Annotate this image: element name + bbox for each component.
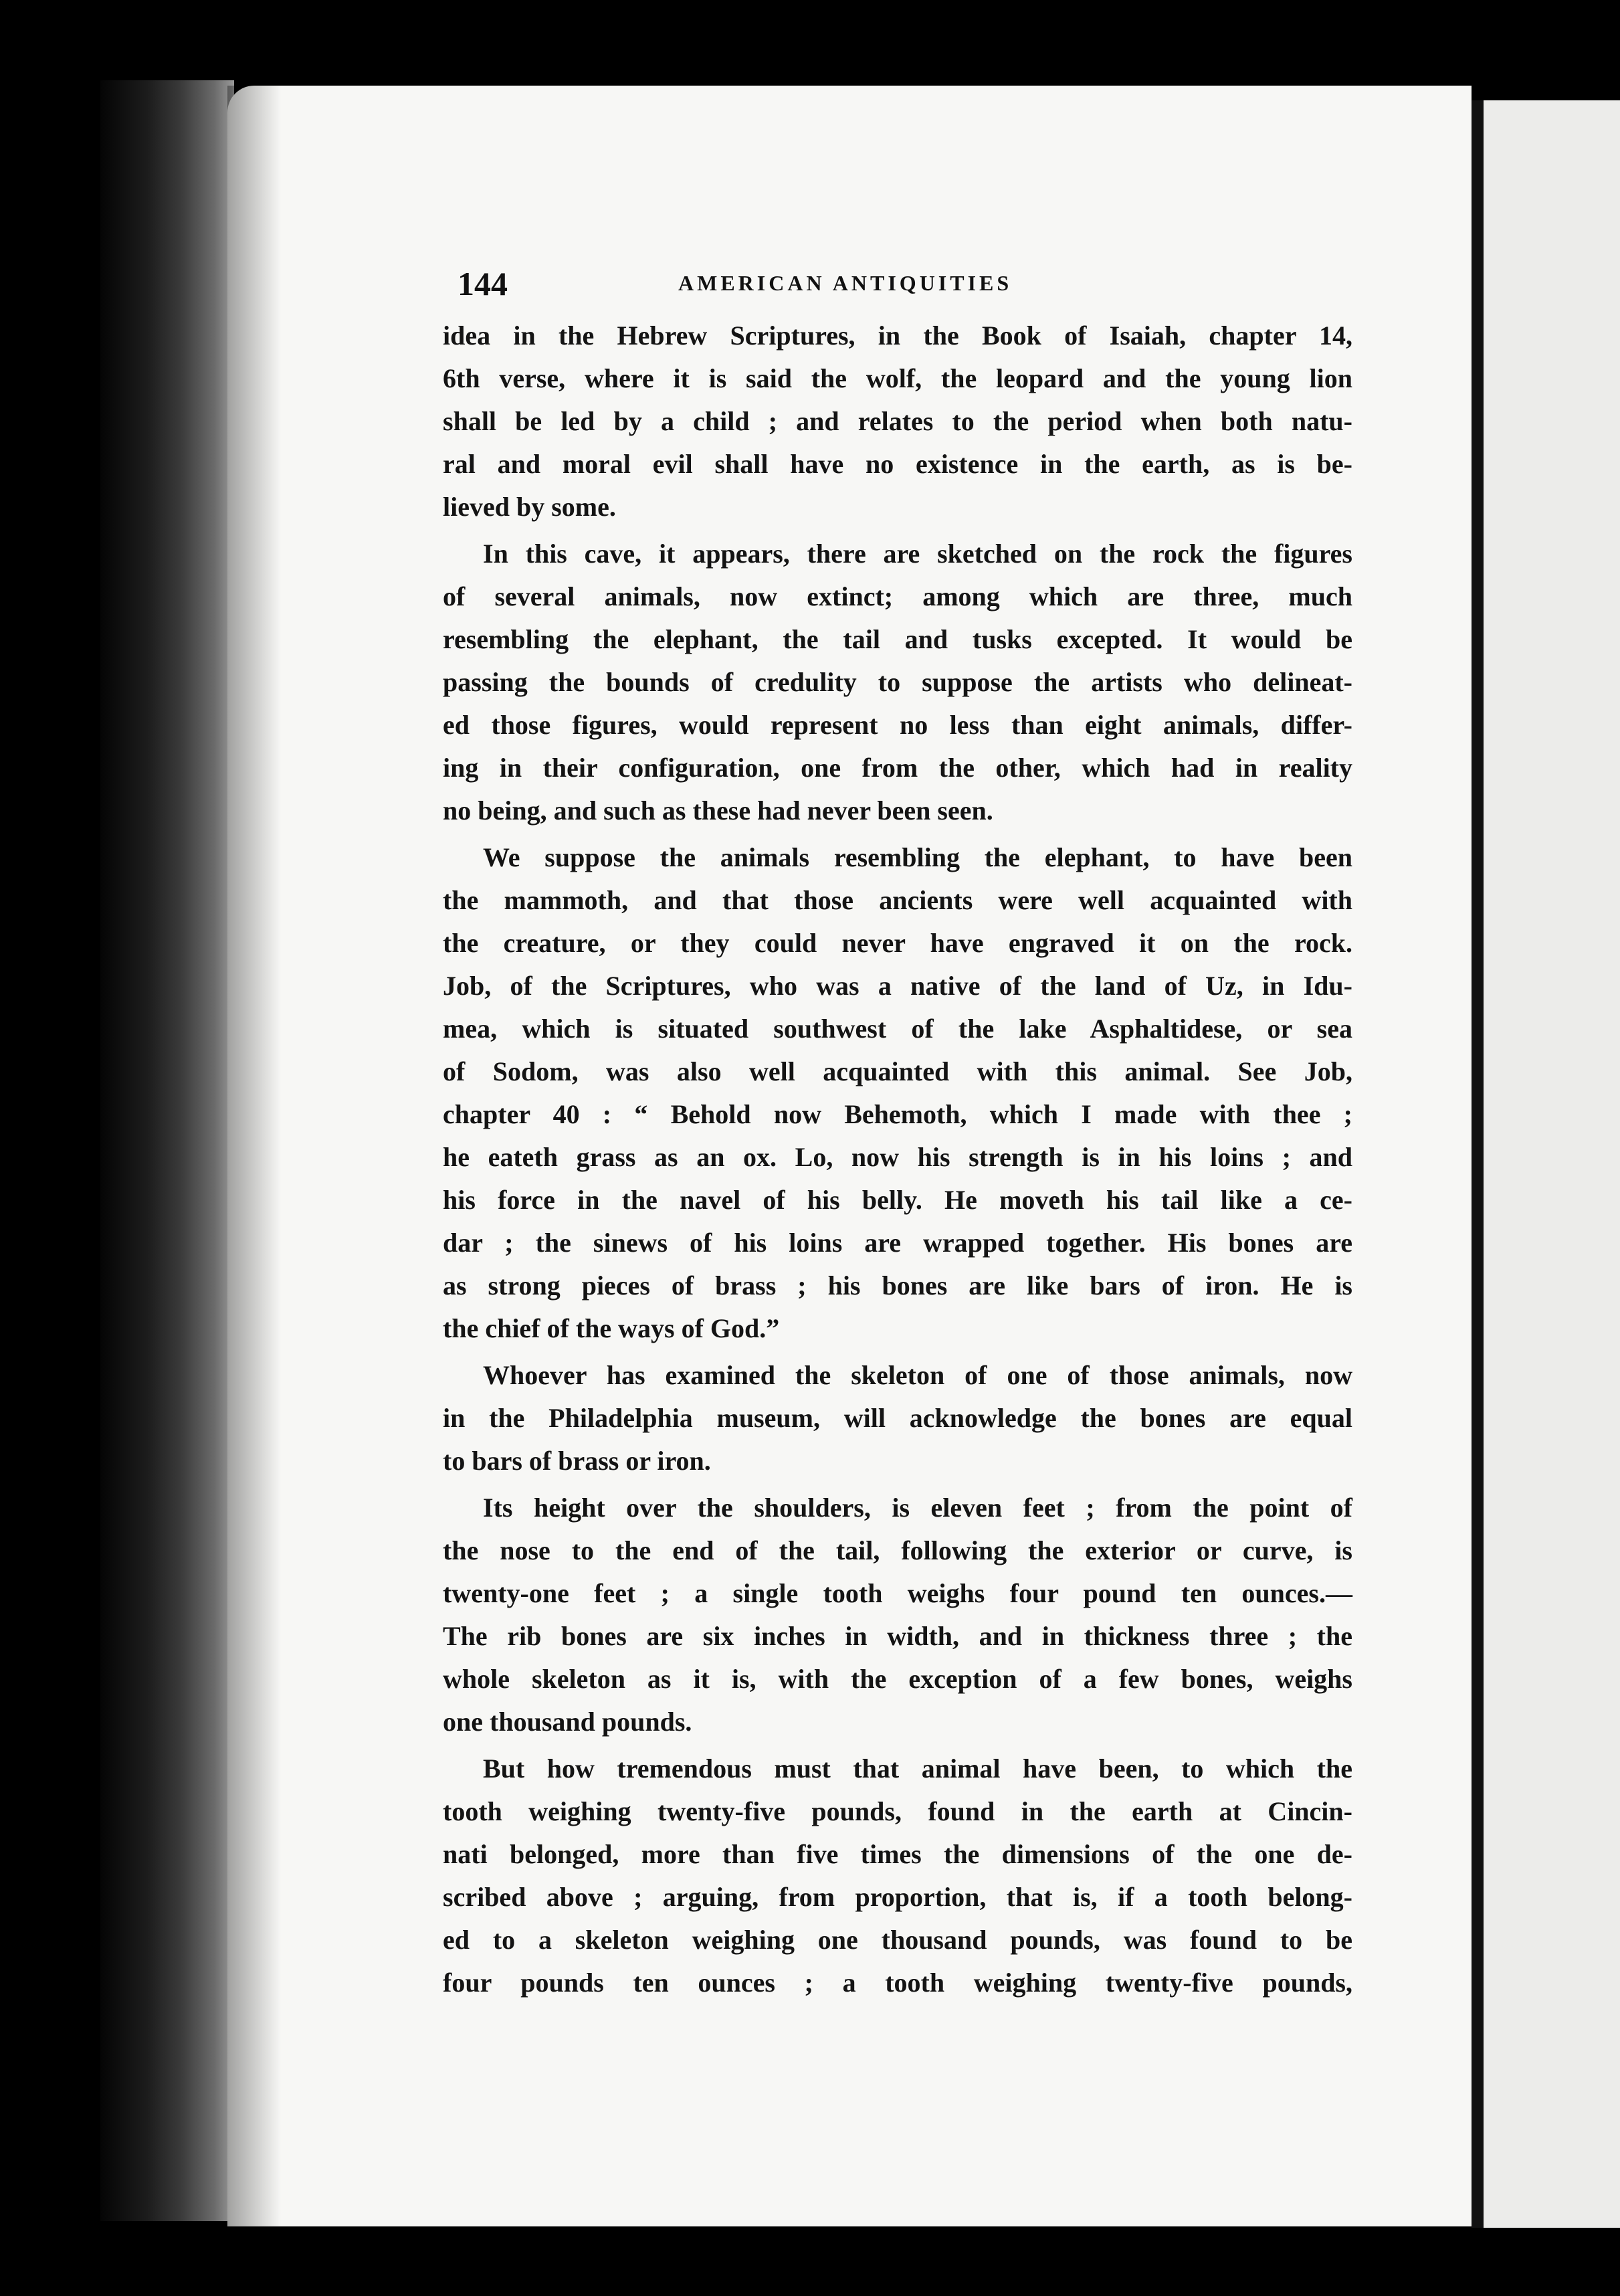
paragraph — [443, 836, 1352, 1350]
text-line: chapter 40 : “ Behold now Behemoth, which I made with thee ; — [443, 1099, 1352, 1129]
text-line: the chief of the ways of God.” — [443, 1313, 780, 1343]
text-line: of several animals, now extinct; among which are three, much — [443, 581, 1352, 611]
text-line: But how tremendous must that animal have been, to which the — [483, 1753, 1352, 1784]
text-line: passing the bounds of credulity to suppose the artists who delineat- — [443, 667, 1352, 697]
paragraph — [443, 1747, 1352, 2004]
running-head: AMERICAN ANTIQUITIES — [678, 271, 1013, 295]
text-line: In this cave, it appears, there are sketched on the rock the figures — [483, 539, 1352, 569]
text-line: resembling the elephant, the tail and tusks excepted. It would be — [443, 624, 1352, 654]
text-line: Job, of the Scriptures, who was a native of the land of Uz, in Idu- — [443, 971, 1352, 1001]
page-number: 144 — [458, 265, 508, 302]
text-line: nati belonged, more than five times the dimensions of the one de- — [443, 1839, 1352, 1869]
text-line: whole skeleton as it is, with the exception of a few bones, weighs — [443, 1664, 1352, 1694]
text-line: idea in the Hebrew Scriptures, in the Book of Isaiah, chapter 14, — [443, 320, 1352, 351]
text-line: four pounds ten ounces ; a tooth weighing twenty-five pounds, — [443, 1968, 1352, 1998]
text-line: shall be led by a child ; and relates to the period when both natu- — [443, 406, 1352, 436]
text-line: his force in the navel of his belly. He moveth his tail like a ce- — [443, 1185, 1352, 1215]
text-line: he eateth grass as an ox. Lo, now his strength is in his loins ; and — [443, 1142, 1352, 1172]
gutter-shadow — [227, 86, 281, 2226]
text-line: ed those figures, would represent no less than eight animals, differ- — [443, 710, 1352, 740]
text-line: ed to a skeleton weighing one thousand pounds, was found to be — [443, 1925, 1352, 1955]
text-line: no being, and such as these had never been seen. — [443, 795, 993, 826]
text-line: in the Philadelphia museum, will acknowledge the bones are equal — [443, 1403, 1352, 1433]
text-line: one thousand pounds. — [443, 1707, 692, 1737]
text-line: as strong pieces of brass ; his bones are like bars of iron. He is — [443, 1270, 1352, 1301]
body-text — [443, 314, 1352, 2008]
text-line: Its height over the shoulders, is eleven feet ; from the point of — [483, 1493, 1352, 1523]
text-line: Whoever has examined the skeleton of one of those animals, now — [483, 1360, 1352, 1390]
text-line: dar ; the sinews of his loins are wrapped together. His bones are — [443, 1228, 1352, 1258]
page-header — [458, 264, 1354, 311]
text-line: the mammoth, and that those ancients were well acquainted with — [443, 885, 1352, 915]
facing-page-edge — [1472, 100, 1620, 2228]
text-line: The rib bones are six inches in width, and in thickness three ; the — [443, 1621, 1352, 1651]
paragraph — [443, 533, 1352, 832]
book-binding — [100, 80, 234, 2221]
text-line: the creature, or they could never have engraved it on the rock. — [443, 928, 1352, 958]
paragraph — [443, 314, 1352, 529]
paragraph — [443, 1354, 1352, 1482]
text-line: ing in their configuration, one from the other, which had in reality — [443, 753, 1352, 783]
text-line: of Sodom, was also well acquainted with this animal. See Job, — [443, 1056, 1352, 1086]
paragraph — [443, 1487, 1352, 1743]
text-line: scribed above ; arguing, from proportion, that is, if a tooth belong- — [443, 1882, 1352, 1912]
text-line: the nose to the end of the tail, following the exterior or curve, is — [443, 1535, 1352, 1565]
text-line: twenty-one feet ; a single tooth weighs four pound ten ounces.— — [443, 1578, 1352, 1608]
text-line: to bars of brass or iron. — [443, 1446, 711, 1476]
text-line: tooth weighing twenty-five pounds, found in the earth at Cincin- — [443, 1796, 1352, 1826]
text-line: mea, which is situated southwest of the lake Asphaltidese, or sea — [443, 1014, 1352, 1044]
text-line: ral and moral evil shall have no existence in the earth, as is be- — [443, 449, 1352, 479]
text-line: lieved by some. — [443, 492, 616, 522]
text-line: 6th verse, where it is said the wolf, the leopard and the young lion — [443, 363, 1352, 393]
text-line: We suppose the animals resembling the elephant, to have been — [483, 842, 1352, 872]
